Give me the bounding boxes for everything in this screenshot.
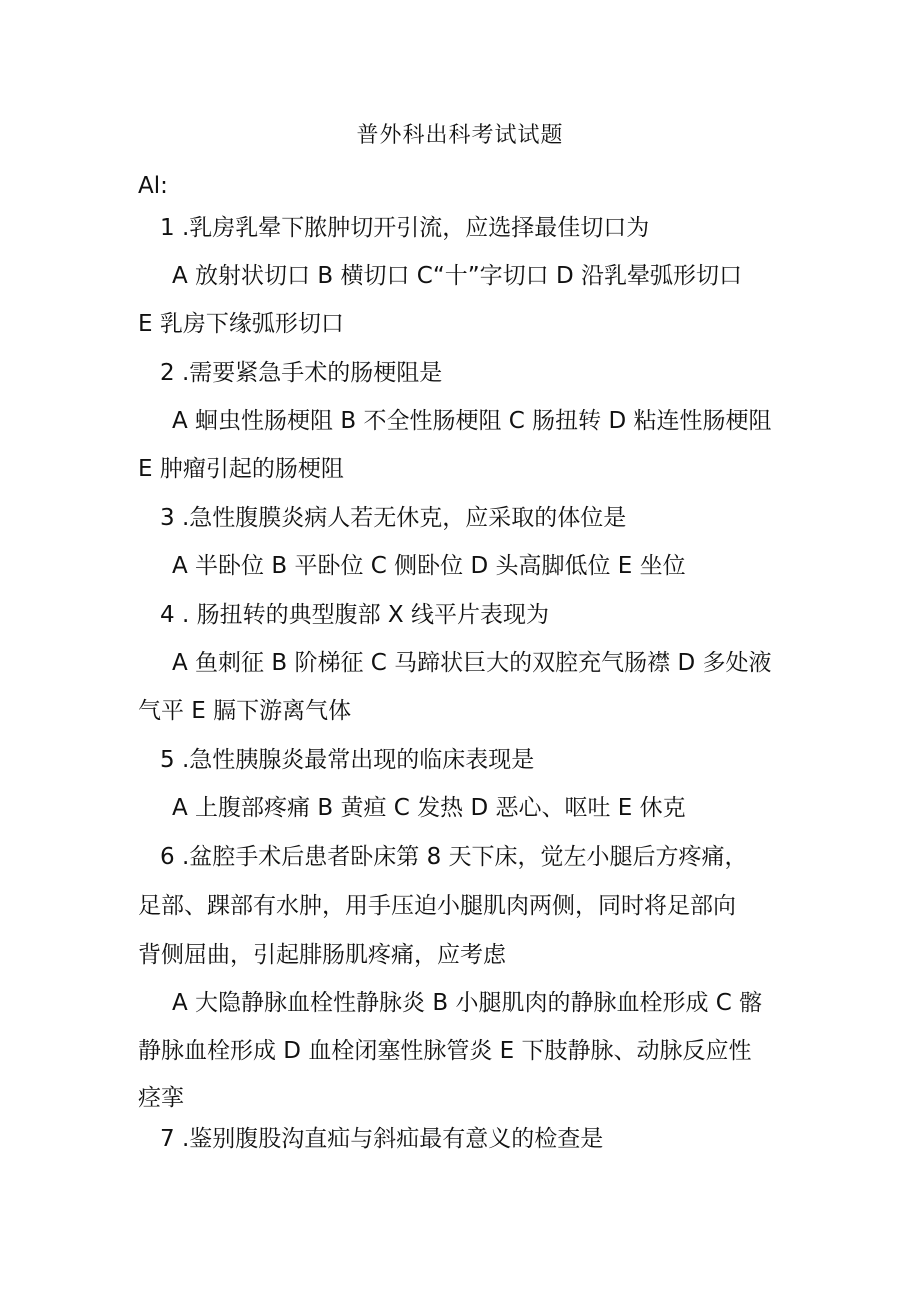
question-5-options: A 上腹部疼痛 B 黄疸 C 发热 D 恶心、呕吐 E 休克 xyxy=(172,795,686,821)
question-2-stem: 2 .需要紧急手术的肠梗阻是 xyxy=(160,360,443,386)
question-1-stem: 1 .乳房乳晕下脓肿切开引流，应选择最佳切口为 xyxy=(160,215,650,241)
question-2-options-cont: E 肿瘤引起的肠梗阻 xyxy=(138,456,344,482)
page-title: 普外科出科考试试题 xyxy=(356,123,564,148)
question-3-stem: 3 .急性腹膜炎病人若无休克，应采取的体位是 xyxy=(160,505,627,531)
question-6-options: A 大隐静脉血栓性静脉炎 B 小腿肌肉的静脉血栓形成 C 髂 xyxy=(172,990,763,1016)
question-6-stem-cont: 足部、踝部有水肿，用手压迫小腿肌肉两侧，同时将足部向 xyxy=(138,893,736,919)
question-5-stem: 5 .急性胰腺炎最常出现的临床表现是 xyxy=(160,747,535,773)
question-4-stem: 4 . 肠扭转的典型腹部 X 线平片表现为 xyxy=(160,602,549,628)
question-1-options: A 放射状切口 B 横切口 C“十”字切口 D 沿乳晕弧形切口 xyxy=(172,263,742,289)
section-label: Al: xyxy=(138,173,168,199)
question-4-options: A 鱼刺征 B 阶梯征 C 马蹄状巨大的双腔充气肠襟 D 多处液 xyxy=(172,650,772,676)
question-2-options: A 蛔虫性肠梗阻 B 不全性肠梗阻 C 肠扭转 D 粘连性肠梗阻 xyxy=(172,408,772,434)
question-6-options-cont: 痉挛 xyxy=(138,1085,184,1111)
question-6-options-cont: 静脉血栓形成 D 血栓闭塞性脉管炎 E 下肢静脉、动脉反应性 xyxy=(138,1038,752,1064)
question-6-stem-cont: 背侧屈曲，引起腓肠肌疼痛，应考虑 xyxy=(138,942,506,968)
question-4-options-cont: 气平 E 膈下游离气体 xyxy=(138,698,352,724)
question-6-stem: 6 .盆腔手术后患者卧床第 8 天下床，觉左小腿后方疼痛， xyxy=(160,844,748,870)
question-1-options-cont: E 乳房下缘弧形切口 xyxy=(138,311,344,337)
question-7-stem: 7 .鉴别腹股沟直疝与斜疝最有意义的检查是 xyxy=(160,1126,604,1152)
question-3-options: A 半卧位 B 平卧位 C 侧卧位 D 头高脚低位 E 坐位 xyxy=(172,553,686,579)
